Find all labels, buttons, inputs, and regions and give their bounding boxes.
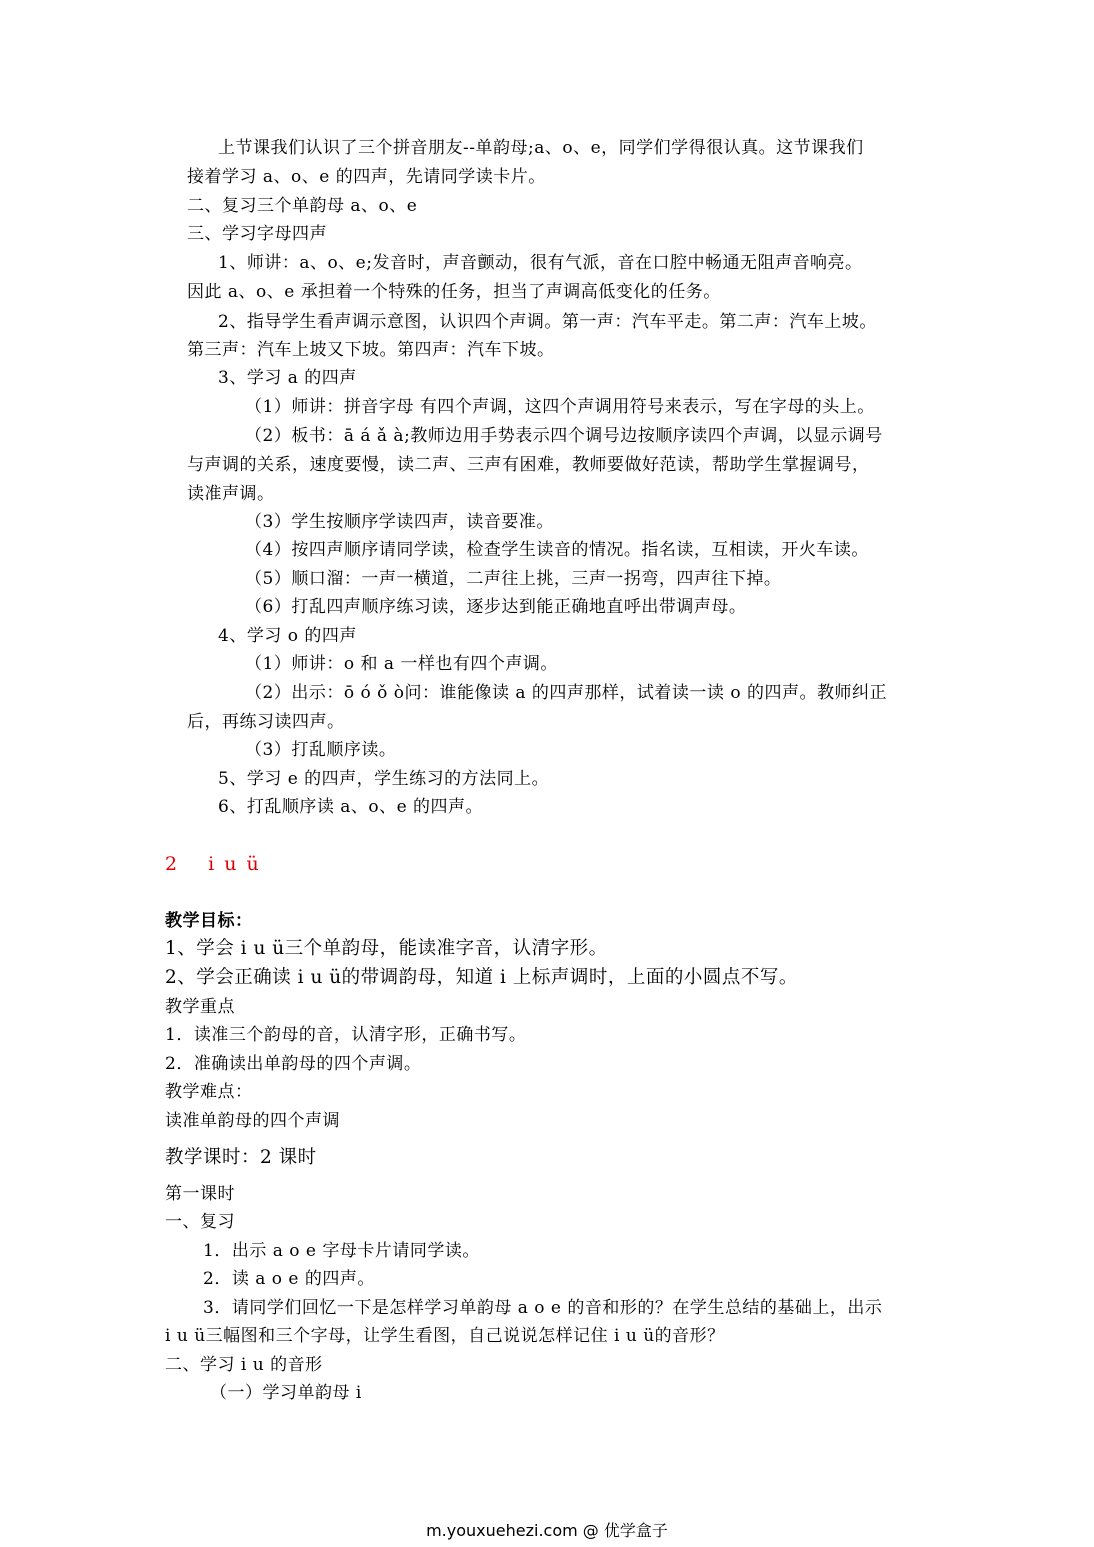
text-line: 3、学习 a 的四声: [218, 368, 357, 388]
text-line: （4）按四声顺序请同学读，检查学生读音的情况。指名读，互相读，开火车读。: [245, 540, 869, 560]
text-line: （1）师讲：拼音字母 有四个声调，这四个声调用符号来表示，写在字母的头上。: [245, 397, 875, 417]
text-line: 3．请同学们回忆一下是怎样学习单韵母 a o e 的音和形的？在学生总结的基础上，出示: [203, 1298, 883, 1318]
text-line: 后，再练习读四声。: [187, 712, 345, 732]
teaching-goals-heading: 教学目标：: [165, 911, 253, 931]
text-line: 5、学习 e 的四声，学生练习的方法同上。: [218, 769, 550, 789]
text-line: （3）学生按顺序学读四声，读音要准。: [245, 512, 554, 532]
text-line: 4、学习 o 的四声: [218, 626, 357, 646]
section-heading: 二、学习 i u 的音形: [165, 1355, 323, 1375]
text-line: 1、学会 i u ü三个单韵母，能读准字音，认清字形。: [165, 938, 608, 959]
footer-watermark: m.youxuehezi.com @ 优学盒子: [426, 1521, 668, 1540]
text-line: 6、打乱顺序读 a、o、e 的四声。: [218, 797, 484, 817]
text-line: （2）出示：ō ó ǒ ò问：谁能像读 a 的四声那样，试着读一读 o 的四声。教师纠正: [245, 683, 887, 703]
text-line: 因此 a、o、e 承担着一个特殊的任务，担当了声调高低变化的任务。: [187, 282, 721, 302]
lesson-title: 2 i u ü: [165, 853, 261, 875]
text-line: i u ü三幅图和三个字母，让学生看图，自己说说怎样记住 i u ü的音形？: [165, 1326, 725, 1346]
section-heading: 一、复习: [165, 1212, 235, 1232]
text-line: 2．准确读出单韵母的四个声调。: [165, 1054, 422, 1074]
section-heading: 三、学习字母四声: [187, 224, 327, 244]
text-line: （3）打乱顺序读。: [245, 740, 397, 760]
text-line: 1．读准三个韵母的音，认清字形，正确书写。: [165, 1025, 527, 1045]
text-line: 1、师讲：a、o、e;发音时，声音颤动，很有气派，音在口腔中畅通无阻声音响亮。: [218, 253, 863, 273]
text-line: 读准声调。: [187, 484, 275, 504]
text-line: （2）板书：ā á ǎ à;教师边用手势表示四个调号边按顺序读四个声调，以显示调号: [245, 426, 883, 446]
text-line: 上节课我们认识了三个拼音朋友--单韵母;a、o、e，同学们学得很认真。这节课我们: [218, 138, 864, 158]
text-line: 接着学习 a、o、e 的四声，先请同学读卡片。: [187, 167, 546, 187]
text-line: 第三声：汽车上坡又下坡。第四声：汽车下坡。: [187, 340, 555, 360]
lesson-hours: 教学课时：2 课时: [165, 1147, 317, 1168]
section-heading: 第一课时: [165, 1184, 235, 1204]
section-heading: 二、复习三个单韵母 a、o、e: [187, 196, 418, 216]
text-line: （6）打乱四声顺序练习读，逐步达到能正确地直呼出带调声母。: [245, 597, 747, 617]
section-heading: 教学难点：: [165, 1082, 253, 1102]
text-line: 读准单韵母的四个声调: [165, 1111, 340, 1131]
text-line: 2、指导学生看声调示意图，认识四个声调。第一声：汽车平走。第二声：汽车上坡。: [218, 312, 877, 332]
text-line: 与声调的关系，速度要慢，读二声、三声有困难，教师要做好范读，帮助学生掌握调号，: [187, 455, 870, 475]
text-line: （1）师讲：o 和 a 一样也有四个声调。: [245, 654, 558, 674]
text-line: （5）顺口溜：一声一横道，二声往上挑，三声一拐弯，四声往下掉。: [245, 569, 782, 589]
text-line: 1．出示 a o e 字母卡片请同学读。: [203, 1241, 480, 1261]
text-line: 2、学会正确读 i u ü的带调韵母，知道 i 上标声调时，上面的小圆点不写。: [165, 967, 798, 988]
text-line: 2．读 a o e 的四声。: [203, 1269, 375, 1289]
section-heading: 教学重点: [165, 997, 235, 1017]
text-line: （一）学习单韵母 i: [210, 1383, 362, 1403]
